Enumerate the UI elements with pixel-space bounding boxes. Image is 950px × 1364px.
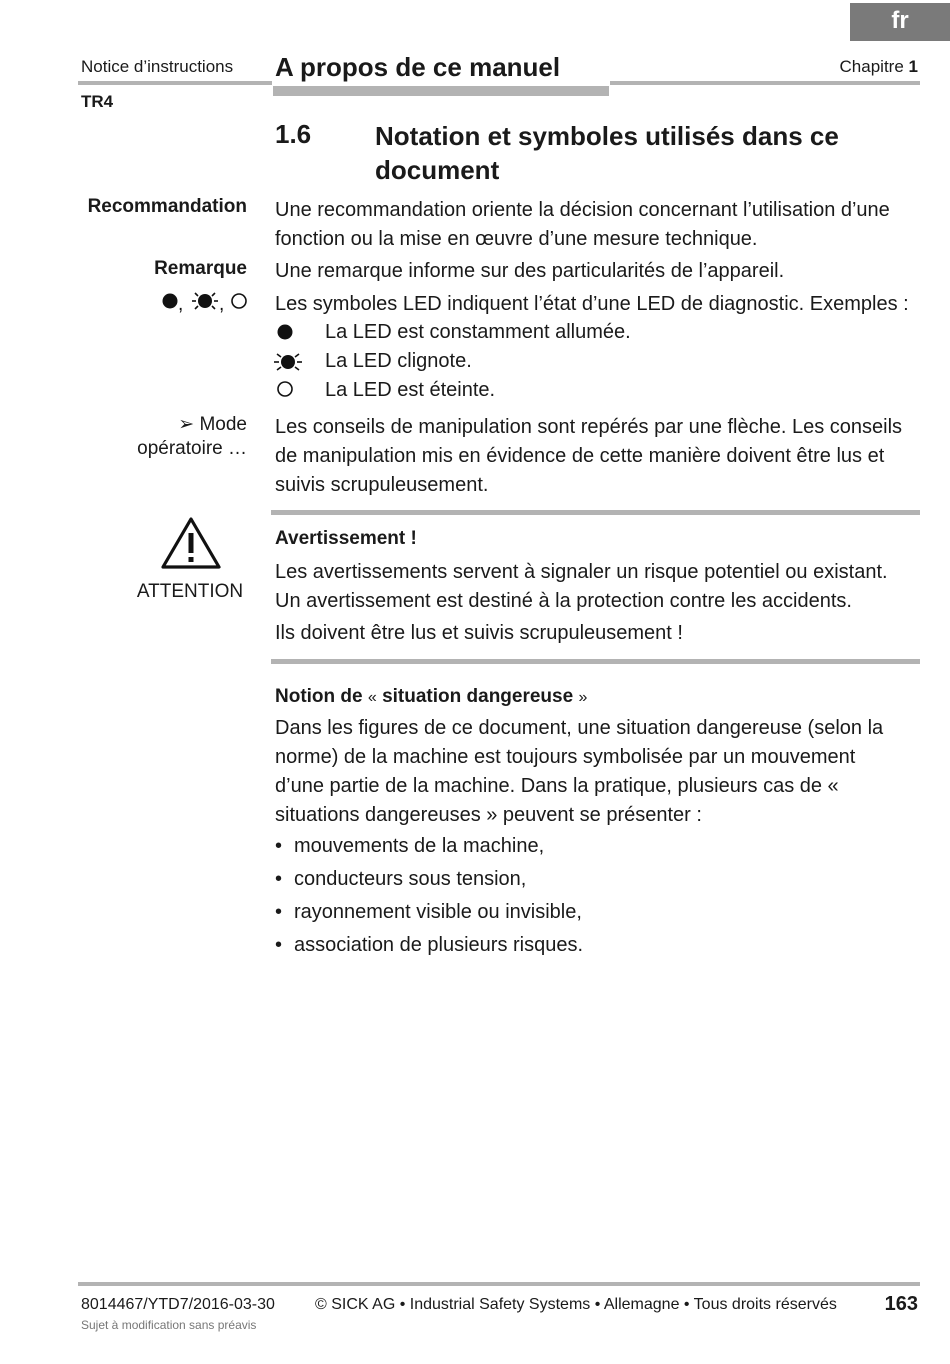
note-label: Remarque <box>154 258 247 279</box>
warning-title: Avertissement ! <box>275 528 417 549</box>
warning-side-label: ATTENTION <box>136 581 244 602</box>
warning-text-2: Ils doivent être lus et suivis scrupuleusement ! <box>275 622 683 644</box>
arrow-icon: ➢ <box>178 414 195 435</box>
page-title: A propos de ce manuel <box>275 52 561 82</box>
list-item: mouvements de la machine, <box>294 835 545 857</box>
bullet-marker: • <box>275 934 283 956</box>
danger-title <box>275 682 915 712</box>
header-rule-right <box>610 81 920 85</box>
mode-text: Les conseils de manipulation sont repérés par une flèche. Les conseils de manipulation mis en évidence de cette manière doivent être lus et suivis scrupuleusement. <box>275 416 903 496</box>
led-symbols-side <box>161 290 251 314</box>
recommendation-text: Une recommandation oriente la décision concernant l’utilisation d’une fonction ou la mise en œuvre d’une mesure technique. <box>275 199 890 250</box>
mode-label-line1 <box>137 413 247 436</box>
page-number: 163 <box>884 1293 918 1315</box>
header-rule-mid <box>273 86 609 96</box>
chapter-number: 1 <box>908 57 918 76</box>
warning-triangle-icon <box>160 516 222 575</box>
warning-rule-bottom <box>271 659 920 664</box>
danger-text: Dans les figures de ce document, une situation dangereuse (selon la norme) de la machine est toujours symbolisée par un mouvement d’une partie de la machine. Dans la pratique, plusieurs cas de « situations dangereuses » peuvent se présenter : <box>275 717 884 826</box>
led-side-separator-2: , <box>219 294 225 314</box>
led-on-icon <box>276 323 296 348</box>
led-intro-text: Les symboles LED indiquent l’état d’une LED de diagnostic. Exemples : <box>275 293 909 315</box>
footer-subject: Sujet à modification sans préavis <box>81 1318 257 1332</box>
warning-text: Les avertissements servent à signaler un risque potentiel ou existant. Un avertissement est destiné à la protection contre les accidents. <box>275 561 888 612</box>
danger-title-quote-close: » <box>578 689 588 706</box>
led-off-text: La LED est éteinte. <box>325 379 496 401</box>
danger-title-part-c: situation dangereuse <box>382 686 574 707</box>
bullet-marker: • <box>275 868 283 890</box>
footer-doc-id: 8014467/YTD7/2016-03-30 <box>81 1296 275 1313</box>
header-rule-left <box>78 81 272 85</box>
section-title: Notation et symboles utilisés dans ce document <box>375 121 839 185</box>
section-number: 1.6 <box>275 119 312 149</box>
recommendation-label: Recommandation <box>87 196 247 217</box>
mode-label-word: Mode <box>199 414 247 435</box>
chapter-indicator <box>840 57 918 77</box>
document-type: Notice d’instructions <box>81 57 234 76</box>
list-item: association de plusieurs risques. <box>294 934 584 956</box>
warning-rule-top <box>271 510 920 515</box>
product-name: TR4 <box>81 92 114 111</box>
led-off-icon <box>276 380 296 405</box>
mode-label <box>137 413 247 460</box>
chapter-label: Chapitre <box>839 57 904 76</box>
footer-copyright: © SICK AG • Industrial Safety Systems • Allemagne • Tous droits réservés <box>315 1296 837 1313</box>
bullet-marker: • <box>275 901 283 923</box>
led-on-text: La LED est constamment allumée. <box>325 321 631 343</box>
note-text: Une remarque informe sur des particularités de l’appareil. <box>275 260 785 282</box>
list-item: conducteurs sous tension, <box>294 868 527 890</box>
language-tab: fr <box>850 3 950 41</box>
led-blink-icon <box>273 350 305 379</box>
bullet-marker: • <box>275 835 283 857</box>
led-side-separator-1: , <box>178 294 184 314</box>
mode-label-line2: opératoire … <box>137 438 247 459</box>
footer-rule <box>78 1282 920 1286</box>
danger-title-quote-open: « <box>367 689 377 706</box>
led-blink-text: La LED clignote. <box>325 350 472 372</box>
led-symbols-icon <box>161 290 251 314</box>
list-item: rayonnement visible ou invisible, <box>294 901 582 923</box>
danger-title-part-a: Notion de <box>275 686 363 707</box>
